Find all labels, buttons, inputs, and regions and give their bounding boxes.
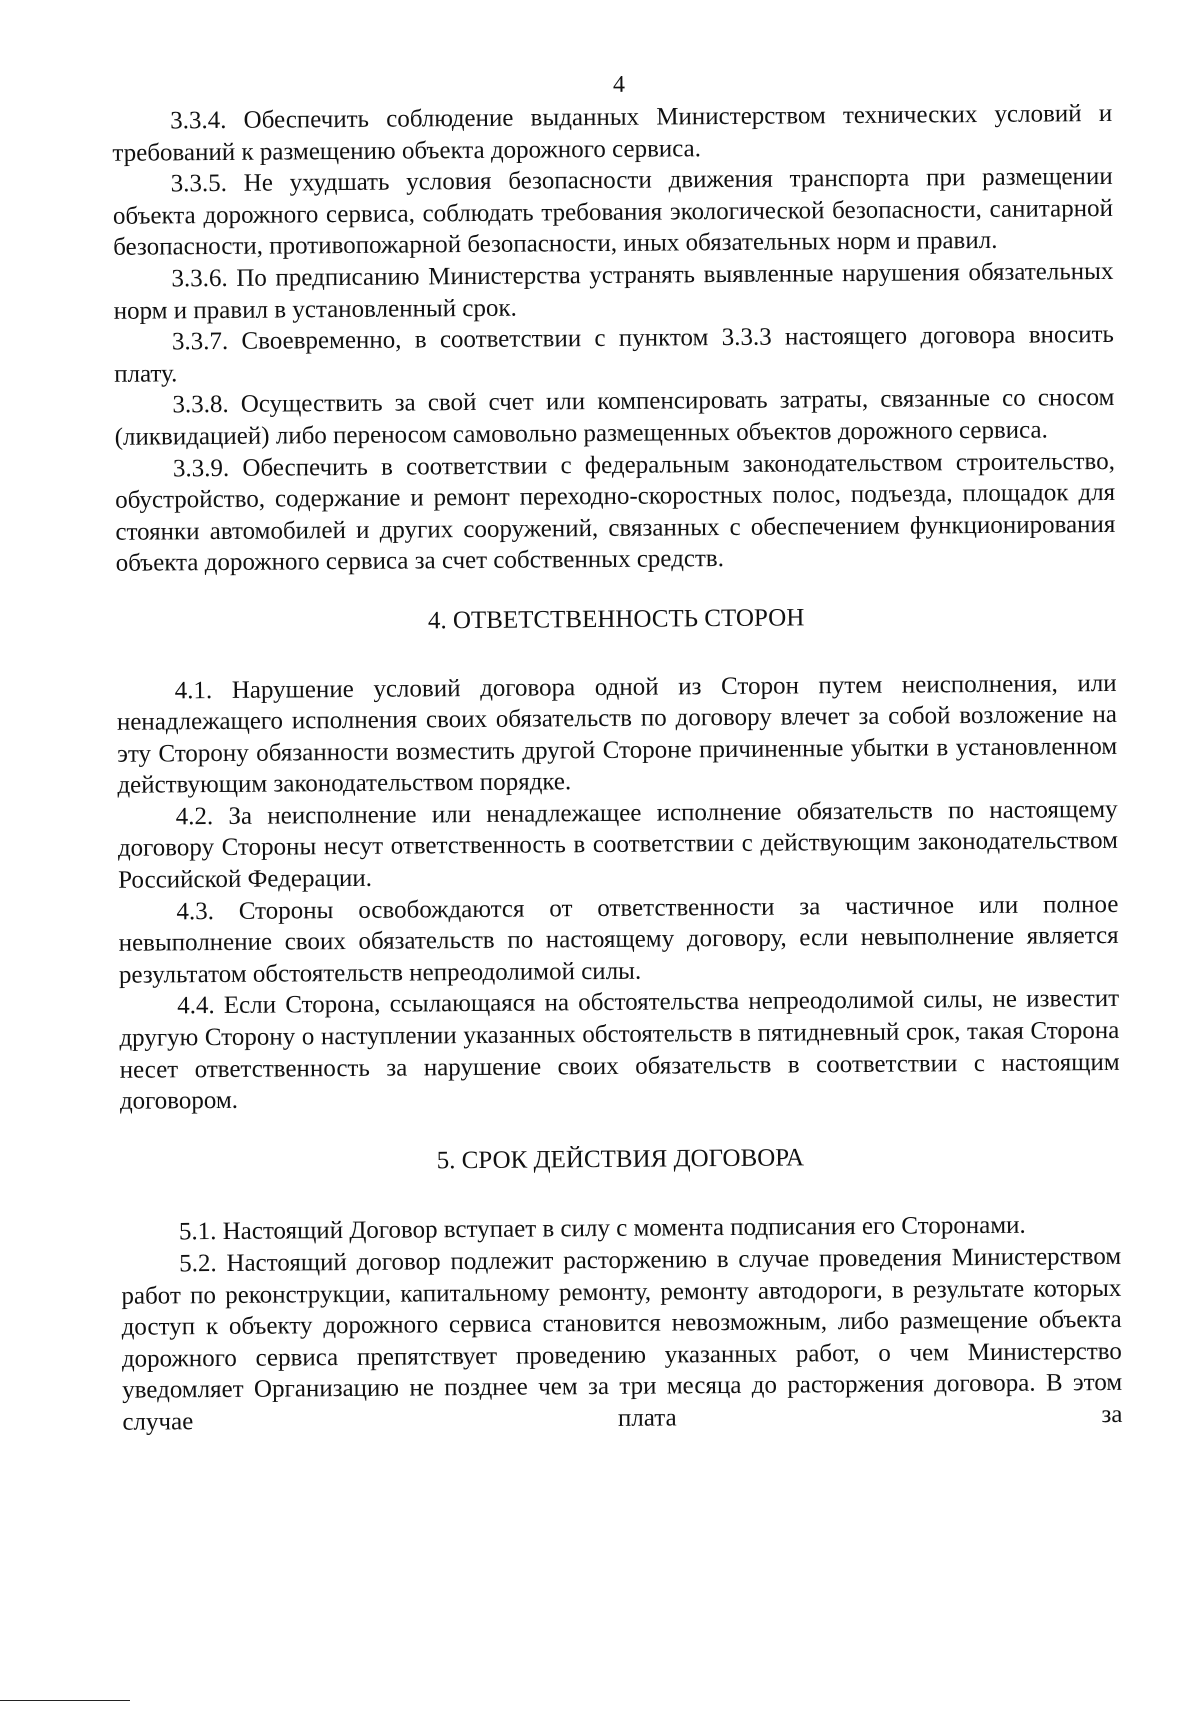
section-5-heading: 5. СРОК ДЕЙСТВИЯ ДОГОВОРА <box>436 1144 805 1175</box>
clause-4-2: 4.2. За неисполнение или ненадлежащее исполнение обязательств по настоящему договору Стороны несут ответственность в соответствии с действующим законодательством Российской Федерации. <box>117 795 1118 894</box>
clause-4-1: 4.1. Нарушение условий договора одной из Сторон путем неисполнения, или ненадлежащего исполнения своих обязательств по договору влечет за собой возложение на эту Сторону обязанности возместить другой Стороне причиненные убытки в установленном действующим законодательством порядке. <box>116 669 1118 800</box>
clause-5-1: 5.1. Настоящий Договор вступает в силу с момента подписания его Сторонами. <box>178 1212 1026 1246</box>
clause-4-4: 4.4. Если Сторона, ссылающаяся на обстоятельства непреодолимой силы, не известит другую Сторону о наступлении указанных обстоятельств в пятидневный срок, такая Сторона несет ответственность за нарушение своих обязательств в соответствии с настоящим договором. <box>119 985 1120 1115</box>
section-4-heading: 4. ОТВЕТСТВЕННОСТЬ СТОРОН <box>427 604 805 635</box>
clause-3-3-6: 3.3.6. По предписанию Министерства устранять выявленные нарушения обязательных норм и правил в установленный срок. <box>113 257 1114 325</box>
clause-3-3-4: 3.3.4. Обеспечить соблюдение выданных Министерством технических условий и требований к размещению объекта дорожного сервиса. <box>112 99 1113 167</box>
clause-3-3-5: 3.3.5. Не ухудшать условия безопасности движения транспорта при размещении объекта дорожного сервиса, соблюдать требования экологической безопасности, санитарной безопасности, противопожарной безопасности, иных обязательных норм и правил. <box>112 163 1114 262</box>
clause-3-3-7: 3.3.7. Своевременно, в соответствии с пунктом 3.3.3 настоящего договора вносить плату. <box>114 321 1114 388</box>
clause-3-3-8: 3.3.8. Осуществить за свой счет или компенсировать затраты, связанные со сносом (ликвидацией) либо переносом самовольно размещенных объектов дорожного сервиса. <box>114 384 1115 451</box>
clause-3-3-9: 3.3.9. Обеспечить в соответствии с федеральным законодательством строительство, обустройство, содержание и ремонт переходно-скоростных полос, подъезда, площадок для стоянки автомобилей и других сооружений, связанных с обеспечением функционирования объекта дорожного сервиса за счет собственных средств. <box>115 447 1116 578</box>
clause-4-3: 4.3. Стороны освобождаются от ответственности за частичное или полное невыполнение своих обязательств по настоящему договору, если невыполнение является результатом обстоятельств непреодолимой силы. <box>118 890 1119 989</box>
scan-edge-line <box>0 1700 130 1701</box>
clause-5-2: 5.2. Настоящий договор подлежит расторжению в случае проведения Министерством работ по реконструкции, капитальному ремонту, ремонту автодороги, в результате которых доступ к объекту дорожного сервиса становится невозможным, либо размещение объекта дорожного сервиса препятствует проведению указанных работ, о чем Министерство уведомляет Организацию не позднее чем за три месяца до расторжения договора. В этом случае плата за <box>121 1242 1123 1436</box>
page-number: 4 <box>612 71 626 98</box>
